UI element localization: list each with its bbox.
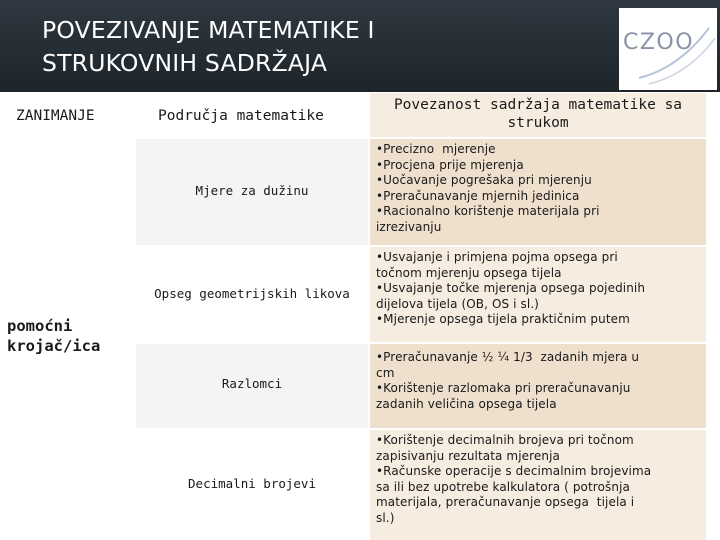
logo-text: CZOO (623, 30, 695, 55)
connection-line: izrezivanju (376, 219, 442, 234)
table-row-area (136, 139, 368, 245)
connection-line: •Preračunavanje mjernih jedinica (376, 188, 580, 203)
connection-line: •Procjena prije mjerenja (376, 157, 524, 172)
table-row-area (136, 430, 368, 540)
connection-line: materijala, preračunavanje opsega tijela i (376, 495, 635, 509)
occupation-label: pomoćni krojač/ica (7, 317, 101, 355)
connection-line: točnom mjerenju opsega tijela (376, 265, 562, 280)
connection-line: •Računske operacije s decimalnim brojevima (376, 464, 652, 478)
connection-line: cm (376, 365, 395, 380)
connection-line: •Usvajanje i primjena pojma opsega pri (376, 250, 618, 264)
table-row-area (136, 247, 368, 342)
area-label: Razlomci (221, 376, 283, 391)
connection-text (376, 433, 702, 526)
connection-line: •Korištenje razlomaka pri preračunavanju (376, 381, 631, 395)
col-header-occupation: ZANIMANJE (0, 93, 134, 137)
connection-line: •Mjerenje opsega tijela praktičnim putem (376, 312, 630, 326)
slide-header (0, 0, 720, 92)
connection-line: •Korištenje decimalnih brojeva pri točnom (376, 433, 634, 447)
connection-line: zapisivanju rezultata mjerenja (376, 448, 560, 463)
connection-text (376, 142, 702, 235)
area-label: Opseg geometrijskih likova (154, 286, 350, 301)
col-header-areas: Područja matematike (136, 93, 368, 137)
table-row-area (136, 344, 368, 428)
col-header-connection: Povezanost sadržaja matematike sa strukom (370, 93, 706, 137)
connection-text (376, 250, 702, 328)
area-label: Mjere za dužinu (195, 183, 309, 198)
connection-line: •Uočavanje pogrešaka pri mjerenju (376, 173, 592, 187)
table-row-connection (370, 344, 706, 428)
connection-line: sl.) (376, 510, 395, 525)
czoo-logo (619, 8, 717, 90)
title-line-1: POVEZIVANJE MATEMATIKE I (42, 16, 375, 44)
connection-line: sa ili bez upotrebe kalkulatora ( potrošnja (376, 479, 630, 494)
connection-line: dijelova tijela (OB, OS i sl.) (376, 296, 539, 311)
connection-line: •Preračunavanje ½ ¼ 1/3 zadanih mjera u (376, 350, 640, 364)
table-row-connection (370, 430, 706, 540)
title-line-2: STRUKOVNIH SADRŽAJA (42, 49, 328, 77)
connection-line: •Precizno mjerenje (376, 142, 496, 156)
connection-line: zadanih veličina opsega tijela (376, 396, 557, 411)
table-row-connection (370, 247, 706, 342)
slide-title (42, 14, 602, 80)
connection-text (376, 350, 702, 412)
table-row-connection (370, 139, 706, 245)
connection-line: •Usvajanje točke mjerenja opsega pojedinih (376, 281, 646, 295)
occupation-cell (0, 139, 134, 540)
connection-line: •Racionalno korištenje materijala pri (376, 204, 600, 218)
area-label: Decimalni brojevi (188, 476, 316, 491)
